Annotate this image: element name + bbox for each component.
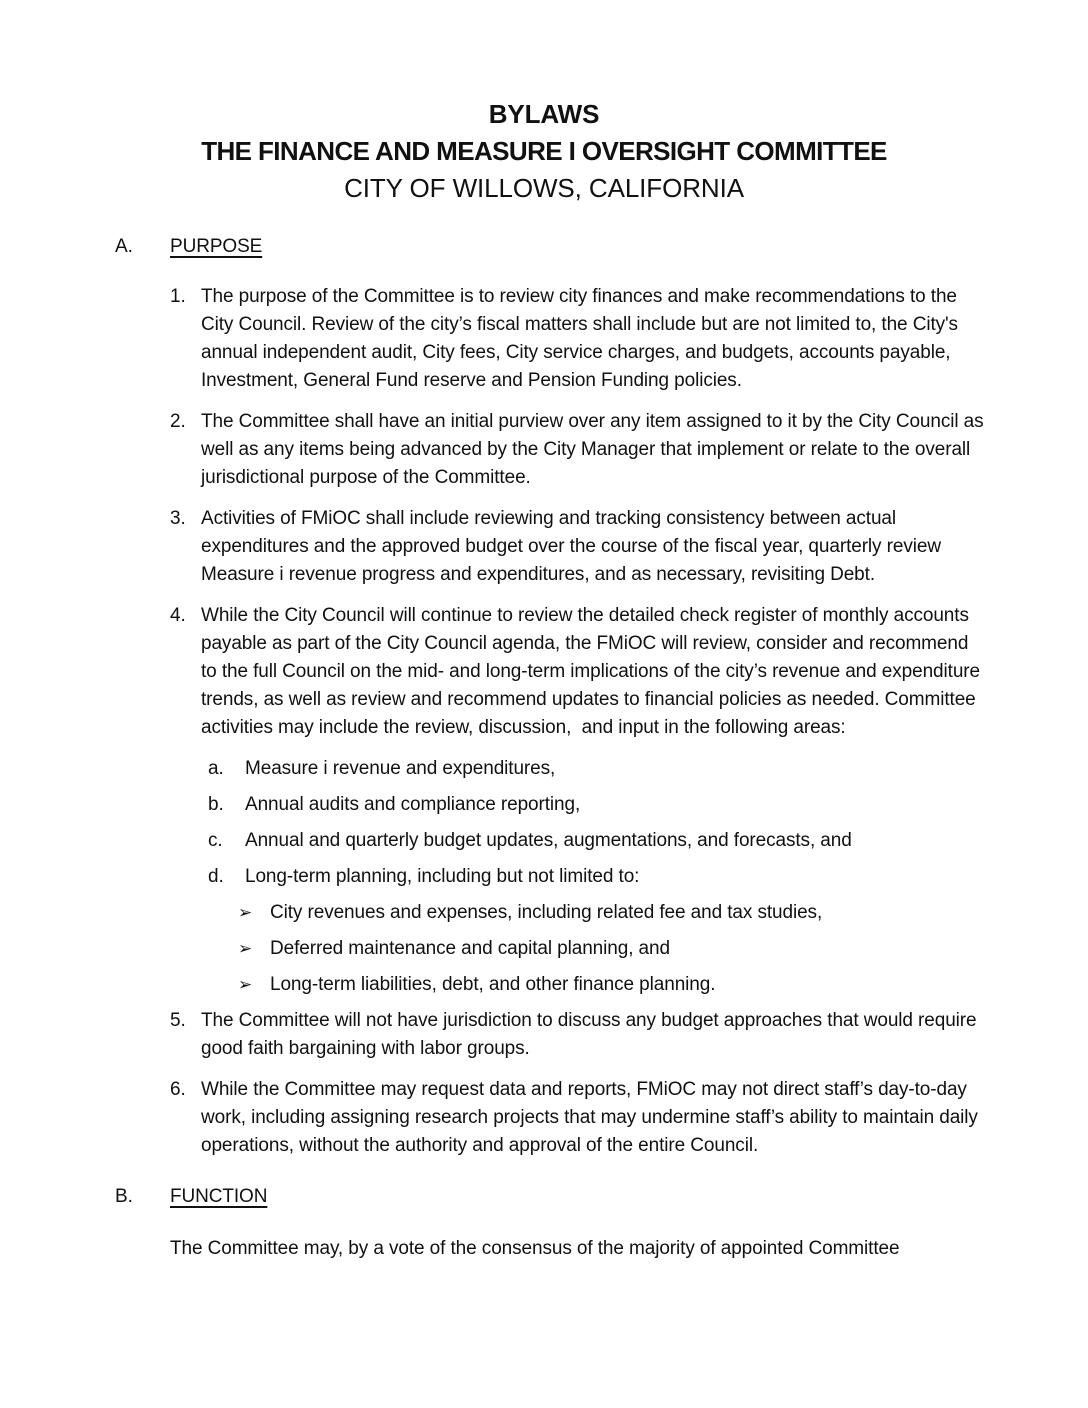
numbered-item-4 — [170, 602, 988, 742]
arrowhead-bullet-icon: ➢ — [238, 903, 253, 923]
item-3-number: 3. — [170, 508, 186, 529]
bullet-2-text: Deferred maintenance and capital planning, and — [270, 938, 670, 959]
numbered-item-2 — [170, 408, 988, 492]
sub-item-d-text: Long-term planning, including but not limited to: — [245, 866, 640, 887]
item-2-number: 2. — [170, 411, 186, 432]
section-a-list — [0, 283, 1088, 1160]
bullet-1-text: City revenues and expenses, including related fee and tax studies, — [270, 902, 823, 923]
sub-item-b-letter: b. — [208, 794, 224, 815]
item-4-text: While the City Council will continue to review the detailed check register of monthly accounts payable as part of the City Council agenda, the FMiOC will review, consider and recommend to the full Council on the mid- and long-term implications of the city’s revenue and expenditure trends, as well as review and recommend updates to financial policies as needed. Committee activities may include the review, discussion, and input in the following areas: — [201, 605, 986, 738]
item-6-text: While the Committee may request data and reports, FMiOC may not direct staff’s day-to-day work, including assigning research projects that may undermine staff’s ability to maintain daily operations, without the authority and approval of the entire Council. — [201, 1079, 984, 1156]
numbered-item-6 — [170, 1076, 988, 1160]
numbered-item-3 — [170, 505, 988, 589]
arrowhead-bullet-icon: ➢ — [238, 975, 253, 995]
sub-item-b-text: Annual audits and compliance reporting, — [245, 794, 581, 815]
title-line-3: CITY OF WILLOWS, CALIFORNIA — [344, 173, 744, 203]
sub-item-a-text: Measure i revenue and expenditures, — [245, 758, 556, 779]
arrowhead-bullet-icon: ➢ — [238, 939, 253, 959]
section-b-heading: FUNCTION — [170, 1186, 268, 1207]
item-1-number: 1. — [170, 286, 186, 307]
title-line-2: THE FINANCE AND MEASURE I OVERSIGHT COMMITTEE — [201, 136, 887, 166]
numbered-item-1 — [170, 283, 988, 395]
bullet-3-text: Long-term liabilities, debt, and other finance planning. — [270, 974, 716, 995]
section-a-heading-row — [115, 233, 1088, 261]
section-a-heading: PURPOSE — [170, 236, 263, 257]
section-b-paragraph: The Committee may, by a vote of the consensus of the majority of appointed Committee — [170, 1238, 900, 1259]
sub-item-d — [208, 863, 988, 891]
sub-item-c-text: Annual and quarterly budget updates, augmentations, and forecasts, and — [245, 830, 852, 851]
section-b-heading-row — [115, 1183, 1088, 1211]
item-2-text: The Committee shall have an initial purview over any item assigned to it by the City Council as well as any items being advanced by the City Manager that implement or relate to the overall jurisdictional purpose of the Committee. — [201, 411, 989, 488]
sub-item-c — [208, 827, 988, 855]
sub-item-b — [208, 791, 988, 819]
bullet-item-2 — [238, 935, 988, 963]
item-1-text: The purpose of the Committee is to review city finances and make recommendations to the City Council. Review of the city’s fiscal matters shall include but are not limited to, the City's annual independent audit, City fees, City service charges, and budgets, accounts payable, Investment, General Fund reserve and Pension Funding policies. — [201, 286, 964, 391]
sub-item-c-letter: c. — [208, 830, 223, 851]
section-a-label: A. — [115, 236, 133, 257]
item-5-text: The Committee will not have jurisdiction to discuss any budget approaches that would require good faith bargaining with labor groups. — [201, 1010, 982, 1059]
bullet-item-3 — [238, 971, 988, 999]
sub-item-d-letter: d. — [208, 866, 224, 887]
numbered-item-5 — [170, 1007, 988, 1063]
section-b-label: B. — [115, 1186, 133, 1207]
document-title-block — [0, 96, 1088, 207]
title-line-1: BYLAWS — [488, 99, 600, 129]
item-6-number: 6. — [170, 1079, 186, 1100]
sub-item-a-letter: a. — [208, 758, 224, 779]
item-3-text: Activities of FMiOC shall include reviewing and tracking consistency between actual expenditures and the approved budget over the course of the fiscal year, quarterly review Measure i revenue progress and expenditures, and as necessary, revisiting Debt. — [201, 508, 947, 585]
item-4-number: 4. — [170, 605, 186, 626]
item-5-number: 5. — [170, 1010, 186, 1031]
bullet-item-1 — [238, 899, 988, 927]
sub-item-a — [208, 755, 988, 783]
